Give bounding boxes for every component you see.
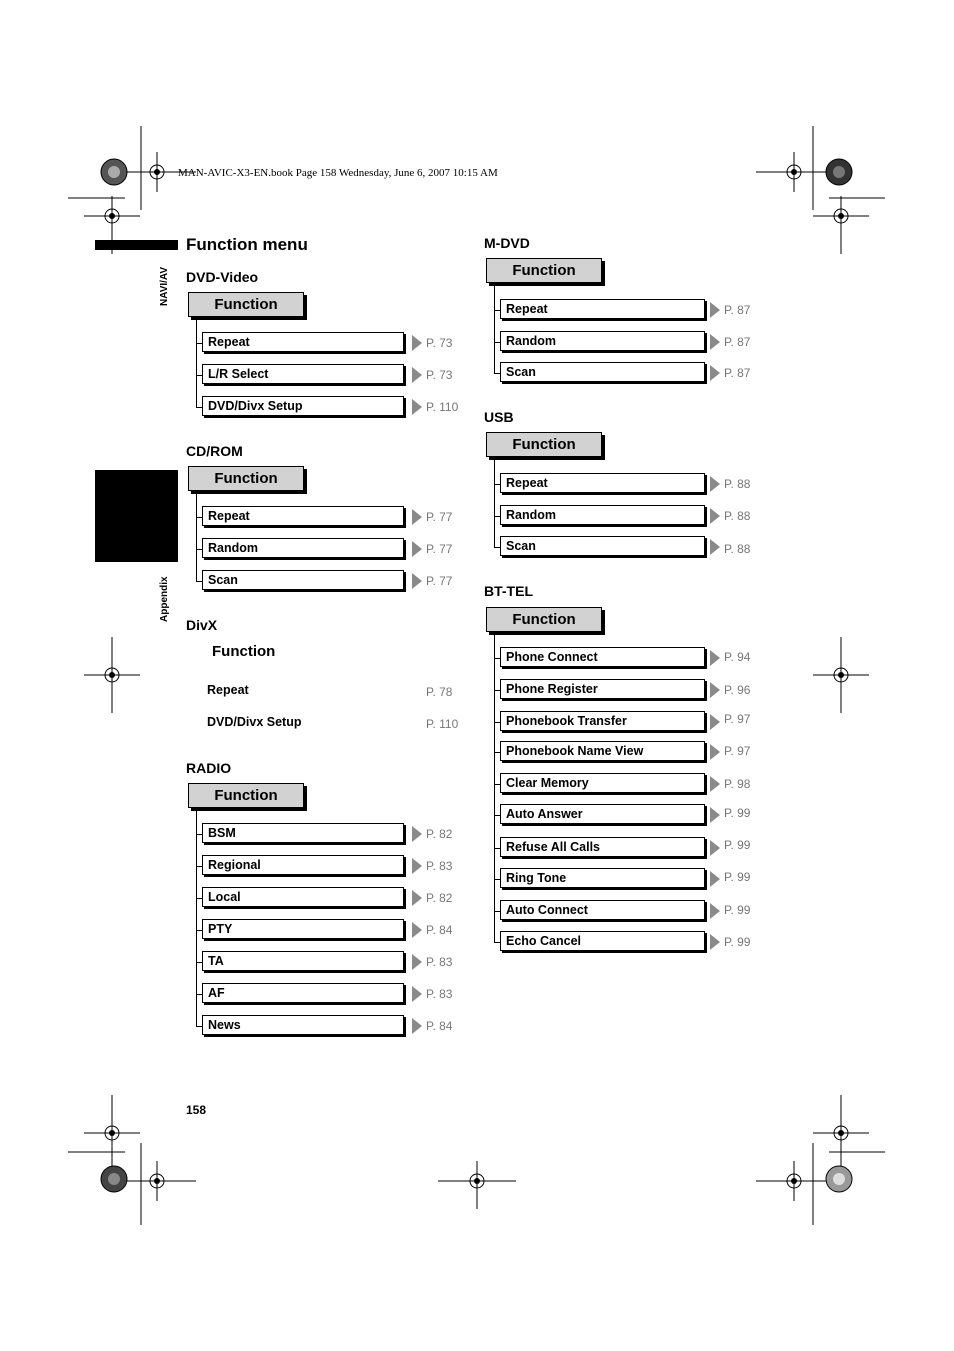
menu-item-lr-select[interactable]: L/R Select xyxy=(202,364,404,384)
section-title-dvd-video: DVD-Video xyxy=(186,269,259,285)
menu-item-phonebook-transfer[interactable]: Phonebook Transfer xyxy=(500,711,705,731)
menu-item-af[interactable]: AF xyxy=(202,983,404,1003)
section-title-cd-rom: CD/ROM xyxy=(186,443,243,459)
menu-item-repeat[interactable]: Repeat xyxy=(202,506,404,526)
function-header-usb: Function xyxy=(486,432,602,457)
page-ref: P. 84 xyxy=(426,1019,453,1033)
menu-item-phone-connect[interactable]: Phone Connect xyxy=(500,647,705,667)
page-ref: P. 88 xyxy=(724,509,751,523)
arrow-icon xyxy=(710,539,720,555)
arrow-icon xyxy=(412,367,422,383)
tab-bar-top xyxy=(95,240,178,250)
arrow-icon xyxy=(412,922,422,938)
page-number: 158 xyxy=(186,1103,207,1117)
menu-item-repeat[interactable]: Repeat xyxy=(500,299,705,319)
arrow-icon xyxy=(710,650,720,666)
arrow-icon xyxy=(710,682,720,698)
side-label-appendix: Appendix xyxy=(159,576,170,622)
side-label-navi-av: NAVI/AV xyxy=(159,266,170,306)
page-ref: P. 87 xyxy=(724,303,751,317)
page-ref: P. 99 xyxy=(724,870,751,884)
tab-block-appendix xyxy=(95,470,178,562)
menu-item-ta[interactable]: TA xyxy=(202,951,404,971)
menu-item-local[interactable]: Local xyxy=(202,887,404,907)
menu-item-phonebook-name-view[interactable]: Phonebook Name View xyxy=(500,741,705,761)
page-ref: P. 83 xyxy=(426,987,453,1001)
page-ref: P. 99 xyxy=(724,935,751,949)
page-ref: P. 82 xyxy=(426,891,453,905)
arrow-icon xyxy=(412,1018,422,1034)
tree-line xyxy=(494,283,495,374)
page-ref: P. 83 xyxy=(426,955,453,969)
tree-line xyxy=(196,491,197,582)
menu-item-regional[interactable]: Regional xyxy=(202,855,404,875)
page-ref: P. 88 xyxy=(724,542,751,556)
menu-item-auto-answer[interactable]: Auto Answer xyxy=(500,804,705,824)
menu-item-news[interactable]: News xyxy=(202,1015,404,1035)
section-title-usb: USB xyxy=(484,409,514,425)
menu-item-dvd-divx-setup[interactable]: DVD/Divx Setup xyxy=(202,396,404,416)
arrow-icon xyxy=(412,826,422,842)
arrow-icon xyxy=(412,890,422,906)
arrow-icon xyxy=(710,508,720,524)
tree-line xyxy=(494,632,495,943)
arrow-icon xyxy=(412,541,422,557)
page-ref: P. 99 xyxy=(724,806,751,820)
menu-item-repeat[interactable]: Repeat xyxy=(207,683,249,697)
section-title-m-dvd: M-DVD xyxy=(484,235,530,251)
book-header: MAN-AVIC-X3-EN.book Page 158 Wednesday, June 6, 2007 10:15 AM xyxy=(178,167,498,179)
section-title-bt-tel: BT-TEL xyxy=(484,583,533,599)
page-ref: P. 83 xyxy=(426,859,453,873)
function-header-divx: Function xyxy=(212,643,276,660)
section-title-radio: RADIO xyxy=(186,760,232,776)
arrow-icon xyxy=(710,365,720,381)
arrow-icon xyxy=(412,573,422,589)
arrow-icon xyxy=(710,903,720,919)
menu-item-scan[interactable]: Scan xyxy=(500,362,705,382)
function-header-cd-rom: Function xyxy=(188,466,304,491)
menu-item-repeat[interactable]: Repeat xyxy=(202,332,404,352)
tree-line xyxy=(196,317,197,408)
arrow-icon xyxy=(412,986,422,1002)
menu-item-refuse-all-calls[interactable]: Refuse All Calls xyxy=(500,837,705,857)
arrow-icon xyxy=(710,934,720,950)
page-ref: P. 73 xyxy=(426,368,453,382)
page-ref: P. 77 xyxy=(426,510,453,524)
menu-item-random[interactable]: Random xyxy=(500,331,705,351)
page-ref: P. 77 xyxy=(426,542,453,556)
menu-item-ring-tone[interactable]: Ring Tone xyxy=(500,868,705,888)
arrow-icon xyxy=(710,776,720,792)
page-ref: P. 87 xyxy=(724,366,751,380)
menu-item-scan[interactable]: Scan xyxy=(500,536,705,556)
menu-item-clear-memory[interactable]: Clear Memory xyxy=(500,773,705,793)
arrow-icon xyxy=(412,399,422,415)
page-ref: P. 94 xyxy=(724,650,751,664)
page-ref: P. 99 xyxy=(724,903,751,917)
arrow-icon xyxy=(710,476,720,492)
arrow-icon xyxy=(412,509,422,525)
menu-item-bsm[interactable]: BSM xyxy=(202,823,404,843)
menu-item-echo-cancel[interactable]: Echo Cancel xyxy=(500,931,705,951)
menu-item-auto-connect[interactable]: Auto Connect xyxy=(500,900,705,920)
tree-line xyxy=(494,457,495,548)
page-ref: P. 87 xyxy=(724,335,751,349)
page-ref: P. 78 xyxy=(426,685,453,699)
menu-item-scan[interactable]: Scan xyxy=(202,570,404,590)
page-title: Function menu xyxy=(186,235,308,254)
page-ref: P. 97 xyxy=(724,712,751,726)
arrow-icon xyxy=(710,840,720,856)
page-ref: P. 96 xyxy=(724,683,751,697)
arrow-icon xyxy=(412,858,422,874)
arrow-icon xyxy=(412,954,422,970)
page-ref: P. 98 xyxy=(724,777,751,791)
page-ref: P. 110 xyxy=(426,717,459,731)
page-ref: P. 84 xyxy=(426,923,453,937)
arrow-icon xyxy=(710,302,720,318)
arrow-icon xyxy=(412,335,422,351)
arrow-icon xyxy=(710,714,720,730)
arrow-icon xyxy=(710,744,720,760)
menu-item-random[interactable]: Random xyxy=(202,538,404,558)
arrow-icon xyxy=(710,871,720,887)
arrow-icon xyxy=(710,807,720,823)
menu-item-phone-register[interactable]: Phone Register xyxy=(500,679,705,699)
page-ref: P. 73 xyxy=(426,336,453,350)
menu-item-random[interactable]: Random xyxy=(500,505,705,525)
function-header-m-dvd: Function xyxy=(486,258,602,283)
arrow-icon xyxy=(710,334,720,350)
page-ref: P. 77 xyxy=(426,574,453,588)
page-ref: P. 88 xyxy=(724,477,751,491)
menu-item-pty[interactable]: PTY xyxy=(202,919,404,939)
menu-item-repeat[interactable]: Repeat xyxy=(500,473,705,493)
function-header-dvd-video: Function xyxy=(188,292,304,317)
section-title-divx: DivX xyxy=(186,617,218,633)
function-header-radio: Function xyxy=(188,783,304,808)
page-ref: P. 97 xyxy=(724,744,751,758)
menu-item-dvd-divx-setup[interactable]: DVD/Divx Setup xyxy=(207,715,302,729)
page-ref: P. 110 xyxy=(426,400,459,414)
page-ref: P. 82 xyxy=(426,827,453,841)
function-header-bt-tel: Function xyxy=(486,607,602,632)
page-ref: P. 99 xyxy=(724,838,751,852)
